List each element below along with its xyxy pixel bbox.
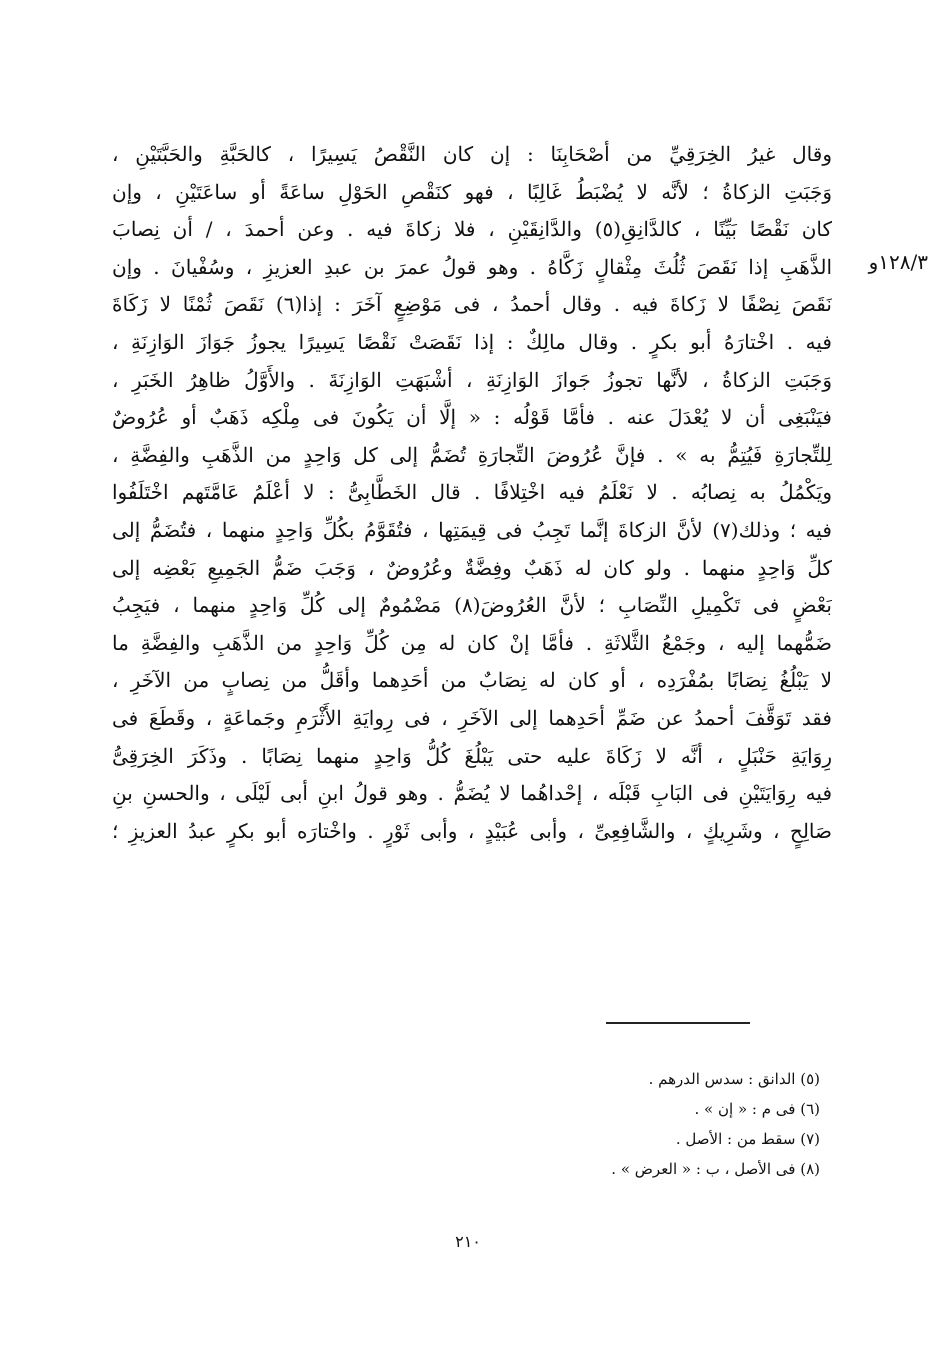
- text-line: كان نَقْصًا بَيِّنًا ، كالدَّانِقِ(٥) والدَّانِقَيْنِ ، فلا زكاةَ فيه . وعن أحمدَ ، / أن نِصابَ: [112, 217, 832, 242]
- text-line: صَالِحٍ ، وشَرِيكٍ ، والشَّافِعِىِّ ، وأبى عُبَيْدٍ ، وأبى ثَوْرٍ . واخْتارَه أبو بكرٍ عبدُ العزيزِ ؛: [112, 818, 832, 843]
- text-line: وَجَبَتِ الزكاةُ ، لأنَّها تجوزُ جَوازَ الوَازِنَةِ ، أشْبَهَتِ الوَازِنَةَ . والأَوَّلُ ظاهِرُ الخَبَرِ ،: [112, 367, 832, 392]
- text-line: وَجَبَتِ الزكاةُ ؛ لأنَّه لا يُضْبَطُ غَالِبًا ، فهو كنَقْصِ الحَوْلِ ساعَةً أو ساعَتَيْنِ ، وإن: [112, 179, 832, 204]
- text-line: كلِّ وَاحِدٍ منهما . ولو كان له ذَهَبٌ وفِضَّةٌ وعُرُوضٌ ، وَجَبَ ضَمُّ الجَمِيعِ بَعْضِه إلى: [112, 555, 832, 580]
- text-line: ويَكْمُلُ به نِصابُه . لا نَعْلَمُ فيه اخْتِلافًا . قال الخَطَّابِىُّ : لا أعْلَمُ عَامَّتَهم اخْتَلَفُوا: [112, 480, 832, 505]
- text-line: نَقَصَ نِصْفًا لا زَكاةَ فيه . وقال أحمدُ ، فى مَوْضِعٍ آخَرَ : إذا(٦) نَقَصَ ثُمْنًا لا زَكَاةَ: [112, 292, 832, 317]
- text-line: لا يَبْلُغُ نِصَابًا بمُفْرَدِه ، أو كان له نِصَابٌ من أحَدِهما وأقَلُّ من نِصابٍ من الآخَرِ ،: [112, 668, 832, 693]
- text-line: فيه ؛ وذلك(٧) لأنَّ الزكاةَ إنَّما تَجِبُ فى قِيمَتِها ، فتُقَوَّمُ بكُلِّ وَاحِدٍ منهما ، فتُضَمُّ إلى: [112, 517, 832, 542]
- footnotes-block: [320, 1064, 820, 1184]
- folio-margin-reference: ١٢٨/٣و: [868, 250, 928, 274]
- text-line: وقال غيرُ الخِرَقِيِّ من أصْحَابِنَا : إن كان النَّقْصُ يَسِيرًا ، كالحَبَّةِ والحَبَّتَيْنِ ،: [112, 142, 832, 166]
- text-line: الذَّهَبِ إذا نَقَصَ ثُلُثَ مِثْقالٍ زَكَّاهُ . وهو قولُ عمرَ بن عبدِ العزيزِ ، وسُفْيانَ . وإن: [112, 254, 832, 279]
- text-line: فيه . اخْتارَهُ أبو بكرٍ . وقال مالِكٌ : إذا نَقَصَتْ نَقْصًا يَسِيرًا يجوزُ جَوَازَ الوَازِنَةِ ،: [112, 329, 832, 354]
- footnote: (٦) فى م : « إن » .: [694, 1100, 820, 1118]
- page-number: ٢١٠: [455, 1232, 481, 1251]
- footnote: (٥) الدانق : سدس الدرهم .: [648, 1070, 820, 1088]
- footnote: (٨) فى الأصل ، ب : « العرض » .: [611, 1160, 820, 1178]
- text-line: بَعْضٍ فى تَكْمِيلِ النِّصَابِ ؛ لأنَّ العُرُوضَ(٨) مَضْمُومٌ إلى كُلِّ وَاحِدٍ منهما ، فيَجِبُ: [112, 593, 832, 618]
- text-line: لِلتِّجارَةِ فَيُتِمُّ به » . فإنَّ عُرُوضَ التِّجارَةِ تُضَمُّ إلى كل وَاحِدٍ من الذَّهَبِ والفِضَّةِ ،: [112, 442, 832, 467]
- footnote: (٧) سقط من : الأصل .: [675, 1130, 820, 1148]
- text-line: فيه رِوَايَتَيْنِ فى البَابِ قَبْلَه ، إحْداهُما لا يُضَمُّ . وهو قولُ ابنِ أبى لَيْلَى ، والحسنِ بنِ: [112, 781, 832, 806]
- main-text-block: [112, 136, 832, 850]
- text-line: رِوَايَةِ حَنْبَلٍ ، أنَّه لا زَكَاةَ عليه حتى يَبْلُغَ كُلُّ وَاحِدٍ منهما نِصَابًا . وذَكَرَ الخِرَقِىُّ: [112, 743, 832, 768]
- text-line: فقد تَوَقَّفَ أحمدُ عن ضَمِّ أحَدِهما إلى الآخَرِ ، فى رِوايَةِ الأَثْرَمِ وجَماعَةٍ ، وقَطَعَ فى: [112, 705, 832, 730]
- text-line: ضَمُّهما إليه ، وجَمْعُ الثَّلاثَةِ . فأمَّا إنْ كان له مِن كُلِّ وَاحِدٍ من الذَّهَبِ والفِضَّةِ ما: [112, 630, 832, 655]
- text-line: فيَنْبَغِى أن لا يُعْدَلَ عنه . فأمَّا قَوْلُه : « إلَّا أن يَكُونَ فى مِلْكِه ذَهَبٌ أو عُرُوضٌ: [112, 405, 832, 430]
- footnote-separator-rule: [606, 1022, 750, 1024]
